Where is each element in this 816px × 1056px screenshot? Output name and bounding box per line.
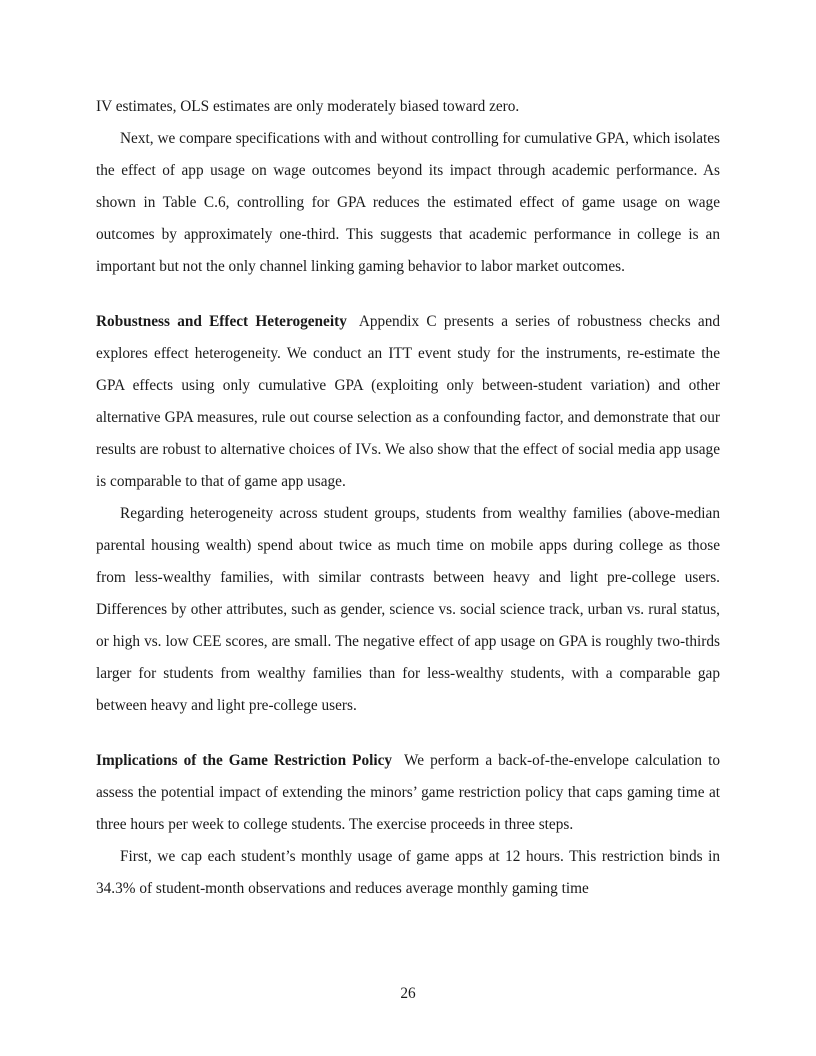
paragraph-robustness-text: Appendix C presents a series of robustness checks and explores effect heterogeneity. We conduct an ITT event study for the instruments, re-estimate the GPA effects using only cumulative GPA (exploiting only between-student variation) and other alternative GPA measures, rule out course selection as a confounding factor, and demonstrate that our results are robust to alternative choices of IVs. We also show that the effect of social media app usage is comparable to that of game app usage. — [96, 313, 720, 490]
page-body — [96, 91, 720, 905]
paragraph-policy-text: We perform a back-of-the-envelope calculation to assess the potential impact of extending the minors’ game restriction policy that caps gaming time at three hours per week to college students. The exercise proceeds in three steps. — [96, 752, 720, 833]
paragraph-gpa-control: Next, we compare specifications with and without controlling for cumulative GPA, which isolates the effect of app usage on wage outcomes beyond its impact through academic performance. As shown in Table C.6, controlling for GPA reduces the estimated effect of game usage on wage outcomes by approximately one-third. This suggests that academic performance in college is an important but not the only channel linking gaming behavior to labor market outcomes. — [96, 130, 720, 275]
paragraph-policy — [96, 745, 720, 841]
paragraph-robustness — [96, 306, 720, 498]
heading-robustness: Robustness and Effect Heterogeneity — [96, 313, 347, 330]
paragraph-heterogeneity: Regarding heterogeneity across student groups, students from wealthy families (above-median parental housing wealth) spend about twice as much time on mobile apps during college as those from less-wealthy families, with similar contrasts between heavy and light pre-college users. Differences by other attributes, such as gender, science vs. social science track, urban vs. rural status, or high vs. low CEE scores, are small. The negative effect of app usage on GPA is roughly two-thirds larger for students from wealthy families than for less-wealthy students, with a comparable gap between heavy and light pre-college users. — [96, 505, 720, 714]
section-spacer — [96, 283, 720, 306]
paragraph-first-step: First, we cap each student’s monthly usage of game apps at 12 hours. This restriction binds in 34.3% of student-month observations and reduces average monthly gaming time — [96, 848, 720, 897]
paragraph-continued: IV estimates, OLS estimates are only moderately biased toward zero. — [96, 98, 520, 115]
page-number: 26 — [400, 985, 416, 1002]
section-spacer — [96, 722, 720, 745]
heading-policy: Implications of the Game Restriction Policy — [96, 752, 393, 769]
